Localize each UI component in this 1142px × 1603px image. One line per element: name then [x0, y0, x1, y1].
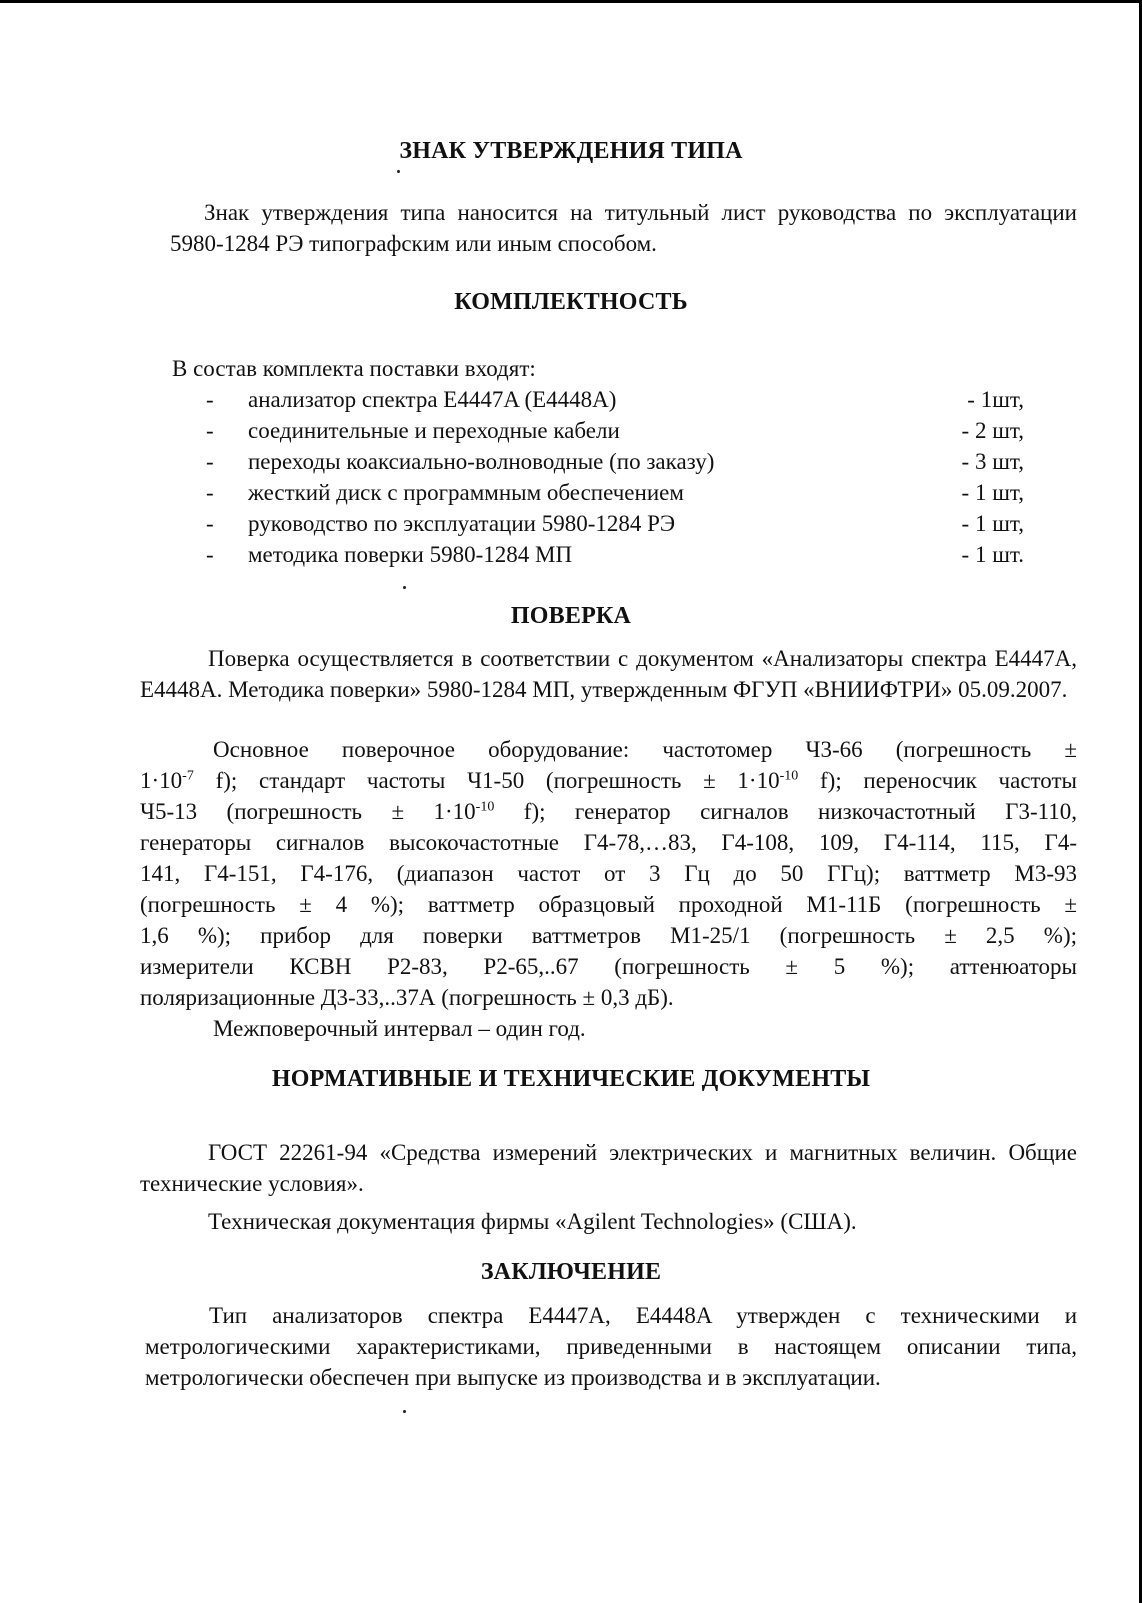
section-title-mark: ЗНАК УТВЕРЖДЕНИЯ ТИПА	[399, 138, 743, 164]
equipment-line: измерители КСВН Р2-83, Р2-65,..67 (погрешность ± 5 %); аттенюаторы	[140, 954, 1077, 979]
list-item-qty: - 2 шт,	[961, 418, 1024, 443]
list-item-qty: - 1 шт,	[961, 480, 1024, 505]
exponent: -10	[779, 768, 799, 784]
equipment-line: 141, Г4-151, Г4-176, (диапазон частот от 3 Гц до 50 ГГц); ваттметр М3-93	[140, 861, 1077, 886]
equipment-text: Ч5-13 (погрешность ± 1·10	[140, 799, 476, 824]
verification-paragraph: Поверка осуществляется в соответствии с документом «Анализаторы спектра E4447A, E4448A. Методика поверки» 5980-1284 МП, утвержденным ФГУП «ВНИИФТРИ» 05.09.2007.	[140, 646, 1077, 702]
equipment-line: Основное поверочное оборудование: частотомер Ч3-66 (погрешность ±	[213, 737, 1077, 762]
scan-speck	[397, 170, 400, 173]
list-item	[168, 387, 1024, 417]
equipment-text: f); генератор сигналов низкочастотный Г3-110,	[494, 799, 1078, 824]
section-title-docs: НОРМАТИВНЫЕ И ТЕХНИЧЕСКИЕ ДОКУМЕНТЫ	[271, 1066, 871, 1092]
list-item-text: переходы коаксиально-волноводные (по заказу)	[248, 449, 715, 474]
mark-paragraph: Знак утверждения типа наносится на титульный лист руководства по эксплуатации 5980-1284 РЭ типографским или иным способом.	[170, 200, 1077, 256]
equipment-line: поляризационные Д3-33,..37А (погрешность ± 0,3 дБ).	[140, 985, 674, 1010]
verification-interval: Межповерочный интервал – один год.	[213, 1016, 586, 1041]
equipment-text: f); переносчик частоты	[798, 768, 1077, 793]
equipment-line: генераторы сигналов высокочастотные Г4-78,…83, Г4-108, 109, Г4-114, 115, Г4-	[140, 830, 1077, 855]
equipment-text: f); стандарт частоты Ч1-50 (погрешность ± 1·10	[193, 768, 780, 793]
exponent: -7	[182, 768, 194, 784]
list-item-text: руководство по эксплуатации 5980-1284 РЭ	[248, 511, 676, 536]
list-item	[168, 449, 1024, 479]
docs-gost-paragraph: ГОСТ 22261-94 «Средства измерений электрических и магнитных величин. Общие технические условия».	[140, 1140, 1077, 1196]
list-item-qty: - 1шт,	[967, 387, 1024, 412]
docs-tech-paragraph: Техническая документация фирмы «Agilent Technologies» (США).	[208, 1209, 857, 1234]
equipment-line: 1,6 %); прибор для поверки ваттметров М1-25/1 (погрешность ± 2,5 %);	[140, 923, 1077, 948]
scan-speck	[403, 1410, 406, 1413]
equipment-line	[140, 799, 1077, 825]
list-item-text: соединительные и переходные кабели	[248, 418, 620, 443]
bullet-dash: -	[206, 418, 214, 443]
section-title-verification: ПОВЕРКА	[510, 603, 632, 629]
bullet-dash: -	[206, 387, 214, 412]
conclusion-paragraph: Тип анализаторов спектра E4447A, E4448A утвержден с техническими и метрологическими характеристиками, приведенными в настоящем описании типа, метрологически обеспечен при выпуске из производства и в эксплуатации.	[145, 1303, 1077, 1390]
scan-speck	[403, 586, 406, 589]
bullet-dash: -	[206, 511, 214, 536]
list-item	[168, 511, 1024, 541]
list-item-text: жесткий диск с программным обеспечением	[248, 480, 684, 505]
list-item-qty: - 3 шт,	[961, 449, 1024, 474]
kit-intro: В состав комплекта поставки входят:	[172, 356, 536, 381]
list-item	[168, 542, 1024, 572]
section-title-conclusion: ЗАКЛЮЧЕНИЕ	[480, 1259, 662, 1285]
exponent: -10	[475, 799, 495, 815]
list-item-text: анализатор спектра E4447A (E4448A)	[248, 387, 617, 412]
equipment-text: 1·10	[140, 768, 183, 793]
bullet-dash: -	[206, 480, 214, 505]
list-item	[168, 480, 1024, 510]
section-title-kit: КОМПЛЕКТНОСТЬ	[454, 289, 688, 315]
bullet-dash: -	[206, 449, 214, 474]
bullet-dash: -	[206, 542, 214, 567]
list-item-qty: - 1 шт.	[961, 542, 1024, 567]
equipment-line	[140, 768, 1077, 794]
list-item	[168, 418, 1024, 448]
scan-border-top	[0, 0, 1142, 3]
equipment-line: (погрешность ± 4 %); ваттметр образцовый проходной М1-11Б (погрешность ±	[140, 892, 1077, 917]
list-item-text: методика поверки 5980-1284 МП	[248, 542, 573, 567]
list-item-qty: - 1 шт,	[961, 511, 1024, 536]
